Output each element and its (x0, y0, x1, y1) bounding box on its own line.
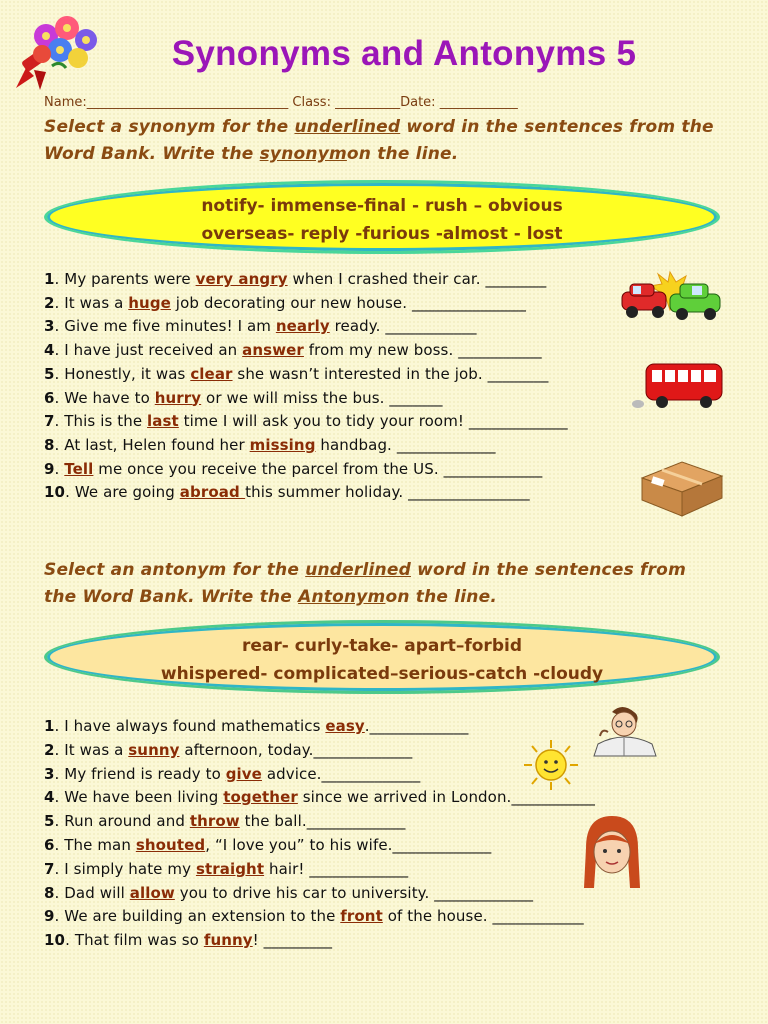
answer-line[interactable]: ___________ (511, 788, 596, 807)
sentence-text: . At last, Helen found her (54, 435, 250, 454)
page-title: Synonyms and Antonyms 5 (171, 34, 637, 73)
sentence-row (44, 741, 412, 759)
answer-line[interactable]: ________ (485, 270, 547, 288)
underlined-word: abroad (179, 483, 246, 502)
sentence-text: . Dad will (54, 883, 130, 902)
sentence-number: 9 (44, 459, 55, 478)
bus-icon (630, 360, 726, 412)
parcel-icon (638, 456, 726, 518)
date-label: Date: (400, 95, 436, 110)
answer-line[interactable]: _____________ (321, 764, 421, 783)
word-bank-line: overseas- reply -furious -almost - lost (201, 224, 563, 244)
sentence-row (44, 717, 468, 735)
sentence-text: . This is the (54, 412, 148, 431)
synonym-word-bank (44, 180, 720, 254)
sentence-row (44, 483, 530, 501)
sentence-text: . We are building an extension to the (54, 907, 341, 926)
sentence-text: this summer holiday. (245, 483, 409, 502)
sentence-text: . We have to (54, 388, 155, 407)
sentence-text: . It was a (54, 293, 129, 312)
car-crash-icon (618, 268, 726, 326)
word-bank-line: whispered- complicated–serious-catch -cloudy (160, 664, 604, 684)
underlined-word: funny (203, 931, 253, 950)
word-bank-line: notify- immense-final - rush – obvious (201, 196, 563, 216)
underlined-word: nearly (275, 317, 330, 336)
answer-line[interactable]: _______ (389, 388, 443, 407)
sentence-text: . Give me five minutes! I am (54, 317, 276, 336)
sentence-text: . (54, 459, 65, 478)
sentence-text: or we will miss the bus. (201, 388, 390, 407)
sentence-number: 10 (44, 483, 66, 502)
sentence-row (44, 812, 406, 830)
sentence-number: 8 (44, 435, 55, 454)
answer-line[interactable]: _____________ (369, 717, 469, 735)
sentence-text: . Run around and (54, 812, 190, 831)
answer-line[interactable]: ____________ (492, 907, 584, 926)
sentence-number: 10 (44, 931, 66, 950)
answer-line[interactable]: _______________ (411, 293, 526, 312)
instr-underlined: Antonym (298, 587, 386, 607)
sentence-text: job decorating our new house. (170, 293, 412, 312)
sentence-text: advice. (261, 764, 322, 783)
answer-line[interactable]: _____________ (392, 836, 492, 854)
sentence-text: from my new boss. (303, 341, 459, 360)
sentence-text: handbag. (315, 435, 397, 454)
sentence-row (44, 907, 584, 925)
instr-text: Select a synonym for the (44, 117, 295, 137)
sentence-number: 1 (44, 717, 55, 735)
underlined-word: allow (129, 883, 175, 902)
sentence-number: 3 (44, 317, 55, 336)
sentence-row (44, 765, 420, 783)
sentence-row (44, 884, 533, 902)
class-blank[interactable]: __________ (335, 95, 401, 110)
confused-student-icon (590, 704, 660, 760)
underlined-word: very angry (195, 270, 288, 288)
sentence-number: 7 (44, 412, 55, 431)
answer-line[interactable]: ___________ (458, 341, 542, 360)
instr-underlined: synonym (259, 144, 347, 164)
answer-line[interactable]: ________ (487, 364, 549, 383)
sentence-row (44, 931, 332, 949)
answer-line[interactable]: ________________ (408, 483, 530, 502)
sentence-number: 1 (44, 270, 55, 288)
sentence-row (44, 270, 546, 288)
underlined-word: easy (325, 717, 365, 735)
sentence-text: time I will ask you to tidy your room! (178, 412, 469, 431)
sentence-number: 4 (44, 788, 55, 807)
sentence-text: hair! (264, 859, 310, 878)
sun-icon (518, 738, 584, 792)
underlined-word: give (225, 764, 262, 783)
answer-line[interactable]: _____________ (396, 435, 496, 454)
sentence-row (44, 365, 548, 383)
sentence-text: . The man (54, 836, 136, 854)
class-label: Class: (292, 95, 331, 110)
sentence-number: 9 (44, 907, 55, 926)
sentence-text: . Honestly, it was (54, 364, 191, 383)
sentence-text: . I simply hate my (54, 859, 196, 878)
answer-line[interactable]: _________ (263, 931, 333, 950)
sentence-text: . My parents were (54, 270, 196, 288)
underlined-word: huge (128, 293, 171, 312)
sentence-number: 4 (44, 341, 55, 360)
underlined-word: front (340, 907, 383, 926)
sentence-text: you to drive his car to university. (174, 883, 435, 902)
answer-line[interactable]: _____________ (306, 812, 406, 831)
sentence-row (44, 412, 568, 430)
sentence-text: . We are going (65, 483, 180, 502)
answer-line[interactable]: _____________ (434, 883, 534, 902)
sentence-text: ready. (329, 317, 386, 336)
instr-text: word in the sentences from the Word Bank. Write the (44, 560, 686, 607)
sentence-text: . I have always found mathematics (54, 717, 326, 735)
sentence-number: 5 (44, 812, 55, 831)
sentence-row (44, 460, 542, 478)
underlined-word: straight (195, 859, 265, 878)
sentence-text: . That film was so (65, 931, 204, 950)
sentence-number: 2 (44, 293, 55, 312)
sentence-text: . It was a (54, 740, 129, 759)
sentence-row (44, 788, 595, 806)
header-fields (44, 95, 518, 110)
underlined-word: last (147, 412, 179, 431)
underlined-word: missing (249, 435, 316, 454)
name-blank[interactable]: _______________________________ (86, 95, 289, 110)
sentence-number: 3 (44, 764, 55, 783)
answer-line[interactable]: _____________ (313, 740, 413, 759)
sentence-text: me once you receive the parcel from the US. (93, 459, 444, 478)
sentence-number: 6 (44, 836, 55, 854)
underlined-word: hurry (154, 388, 202, 407)
sentence-text: ! (252, 931, 264, 950)
sentence-number: 2 (44, 740, 55, 759)
synonym-instruction (44, 114, 724, 168)
underlined-word: answer (242, 341, 304, 360)
underlined-word: clear (190, 364, 233, 383)
sentence-text: . We have been living (54, 788, 224, 807)
sentence-row (44, 294, 526, 312)
instr-text: on the line. (385, 587, 497, 607)
sentence-number: 5 (44, 364, 55, 383)
sentence-text: . I have just received an (54, 341, 243, 360)
girl-face-icon (580, 814, 644, 890)
sentence-text: . My friend is ready to (54, 764, 226, 783)
sentence-row (44, 436, 496, 454)
sentence-text: when I crashed their car. (287, 270, 486, 288)
sentence-text: , “I love you” to his wife. (205, 836, 393, 854)
answer-line[interactable]: ____________ (385, 317, 477, 336)
underlined-word: together (223, 788, 298, 807)
instr-text: Select an antonym for the (44, 560, 306, 580)
instr-text: on the line. (346, 144, 459, 164)
sentence-row (44, 317, 477, 335)
answer-line[interactable]: _____________ (443, 459, 543, 478)
answer-line[interactable]: _____________ (468, 412, 568, 431)
instr-underlined: underlined (305, 560, 411, 580)
name-label: Name: (44, 95, 87, 110)
sentence-number: 8 (44, 883, 55, 902)
antonym-word-bank (44, 620, 720, 694)
sentence-text: . (364, 717, 370, 735)
sentence-row (44, 341, 542, 359)
sentence-text: the ball. (239, 812, 307, 831)
sentence-row (44, 836, 491, 854)
sentence-row (44, 860, 408, 878)
date-blank[interactable]: ____________ (439, 95, 518, 110)
sentence-text: afternoon, today. (179, 740, 314, 759)
underlined-word: shouted (135, 836, 206, 854)
sentence-number: 7 (44, 859, 55, 878)
sentence-text: of the house. (382, 907, 493, 926)
answer-line[interactable]: _____________ (309, 859, 409, 878)
antonym-instruction (44, 557, 724, 611)
underlined-word: Tell (64, 459, 94, 478)
underlined-word: throw (189, 812, 240, 831)
sentence-number: 6 (44, 388, 55, 407)
underlined-word: sunny (128, 740, 180, 759)
instr-text: word in the sentences from the Word Bank. Write the (44, 117, 714, 164)
instr-underlined: underlined (294, 117, 401, 137)
sentence-text: she wasn’t interested in the job. (232, 364, 488, 383)
word-bank-line: rear- curly-take- apart–forbid (242, 636, 522, 656)
sentence-text: since we arrived in London. (297, 788, 512, 807)
sentence-row (44, 389, 443, 407)
